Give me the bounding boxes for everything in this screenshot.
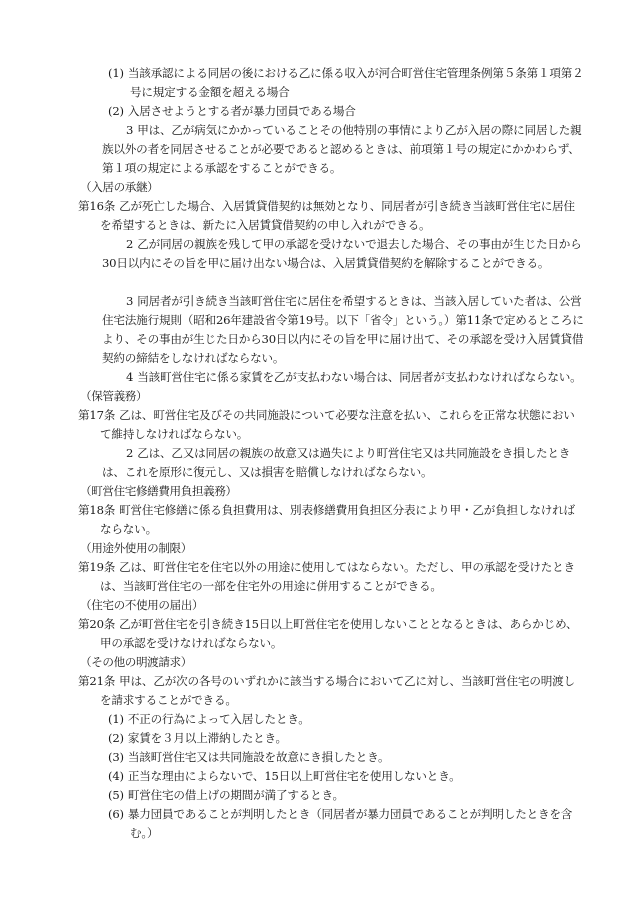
- article-number: 第21条: [78, 674, 116, 688]
- article-text: 乙が町営住宅を引き続き15日以上町営住宅を使用しないこととなるときは、あらかじめ、甲の承認を受けなければならない。: [100, 617, 578, 650]
- item-number: (1): [108, 66, 124, 80]
- article-text: 乙は、町営住宅及びその共同施設について必要な注意を払い、これらを正常な状態において維持しなければならない。: [100, 408, 575, 441]
- article-16-paragraph-2: [78, 235, 587, 273]
- item-2: [108, 102, 585, 121]
- caption-text: （その他の明渡請求）: [80, 655, 192, 669]
- paragraph-number: 3: [126, 123, 134, 137]
- article-16-paragraph-4: [78, 368, 587, 387]
- item-number: (4): [108, 769, 124, 783]
- caption-use-restriction: [80, 539, 560, 558]
- article-21: [78, 672, 585, 710]
- article-21-item-5: [108, 786, 585, 805]
- article-text: 甲は、乙が次の各号のいずれかに該当する場合において乙に対し、当該町営住宅の明渡しを請求することができる。: [100, 674, 575, 707]
- paragraph-text: 当該町営住宅に係る家賃を乙が支払わない場合は、同居者が支払わなければならない。: [137, 370, 582, 384]
- paragraph-3: [78, 121, 587, 178]
- article-21-item-1: [108, 710, 585, 729]
- caption-non-use-notice: [80, 596, 560, 615]
- article-text: 乙が死亡した場合、入居賃貸借契約は無効となり、同居者が引き続き当該町営住宅に居住を希望するときは、新たに入居賃貸借契約の申し入れができる。: [100, 199, 575, 232]
- article-number: 第20条: [78, 617, 116, 631]
- item-text: 正当な理由によらないで、15日以上町営住宅を使用しないとき。: [127, 769, 461, 783]
- caption-text: （用途外使用の制限）: [80, 541, 192, 555]
- item-number: (5): [108, 788, 124, 802]
- item-number: (6): [108, 807, 124, 821]
- paragraph-number: 2: [126, 237, 134, 251]
- article-17-paragraph-2: [78, 444, 587, 482]
- article-21-item-4: [108, 767, 585, 786]
- paragraph-number: 2: [126, 446, 134, 460]
- paragraph-number: 4: [126, 370, 134, 384]
- item-number: (3): [108, 750, 124, 764]
- article-20: [78, 615, 585, 653]
- item-text: 家賃を３月以上滞納したとき。: [127, 731, 287, 745]
- article-21-item-3: [108, 748, 585, 767]
- article-18: [78, 501, 585, 539]
- item-number: (2): [108, 731, 124, 745]
- article-number: 第19条: [78, 560, 116, 574]
- caption-text: （住宅の不使用の届出）: [80, 598, 204, 612]
- paragraph-number: 3: [126, 294, 134, 308]
- item-text: 町営住宅の借上げの期間が満了するとき。: [127, 788, 344, 802]
- item-number: (1): [108, 712, 124, 726]
- article-text: 乙は、町営住宅を住宅以外の用途に使用してはならない。ただし、甲の承認を受けたときは、当該町営住宅の一部を住宅外の用途に併用することができる。: [100, 560, 575, 593]
- article-21-item-2: [108, 729, 585, 748]
- article-21-item-6: [108, 805, 585, 843]
- caption-text: （町営住宅修繕費用負担義務）: [80, 484, 237, 498]
- caption-text: （入居の承継）: [80, 180, 159, 194]
- paragraph-text: 乙は、乙又は同居の親族の故意又は過失により町営住宅又は共同施設をき損したときは、これを原形に復元し、又は損害を賠償しなければならない。: [102, 446, 571, 479]
- article-19: [78, 558, 585, 596]
- article-number: 第17条: [78, 408, 116, 422]
- item-text: 入居させようとする者が暴力団員である場合: [127, 104, 356, 118]
- caption-eviction-request: [80, 653, 560, 672]
- article-16-paragraph-3: [78, 292, 587, 368]
- caption-succession: [80, 178, 560, 197]
- article-17: [78, 406, 585, 444]
- paragraph-text: 乙が同居の親族を残して甲の承認を受けないで退去した場合、その事由が生じた日から30日以内にその旨を甲に届け出ない場合は、入居賃貸借契約を解除することができる。: [102, 237, 582, 270]
- article-text: 町営住宅修繕に係る負担費用は、別表修繕費用負担区分表により甲・乙が負担しなければならない。: [100, 503, 575, 536]
- item-text: 不正の行為によって入居したとき。: [127, 712, 310, 726]
- item-text: 暴力団員であることが判明したとき（同居者が暴力団員であることが判明したときを含む。）: [127, 807, 573, 840]
- paragraph-text: 甲は、乙が病気にかかっていることその他特別の事情により乙が入居の際に同居した親族以外の者を同居させることが必要であると認めるときは、前項第１号の規定にかかわらず、第１項の規定による承認をすることができる。: [102, 123, 582, 175]
- caption-custody-duty: [80, 387, 560, 406]
- article-16: [78, 197, 585, 235]
- item-text: 当該町営住宅又は共同施設を故意にき損したとき。: [127, 750, 390, 764]
- article-number: 第18条: [78, 503, 116, 517]
- item-text: 当該承認による同居の後における乙に係る収入が河合町営住宅管理条例第５条第１項第２号に規定する金額を超える場合: [127, 66, 584, 99]
- item-number: (2): [108, 104, 124, 118]
- caption-text: （保管義務）: [80, 389, 148, 403]
- paragraph-text: 同居者が引き続き当該町営住宅に居住を希望するときは、当該入居していた者は、公営住宅法施行規則（昭和26年建設省令第19号。以下「省令」という。）第11条で定めるところにより、その事由が生じた日から30日以内にその旨を甲に届け出て、その承認を受け入居賃貸借契約の締結をしなければならない。: [102, 294, 584, 365]
- caption-repair-cost: [80, 482, 560, 501]
- article-number: 第16条: [78, 199, 116, 213]
- item-1: [108, 64, 585, 102]
